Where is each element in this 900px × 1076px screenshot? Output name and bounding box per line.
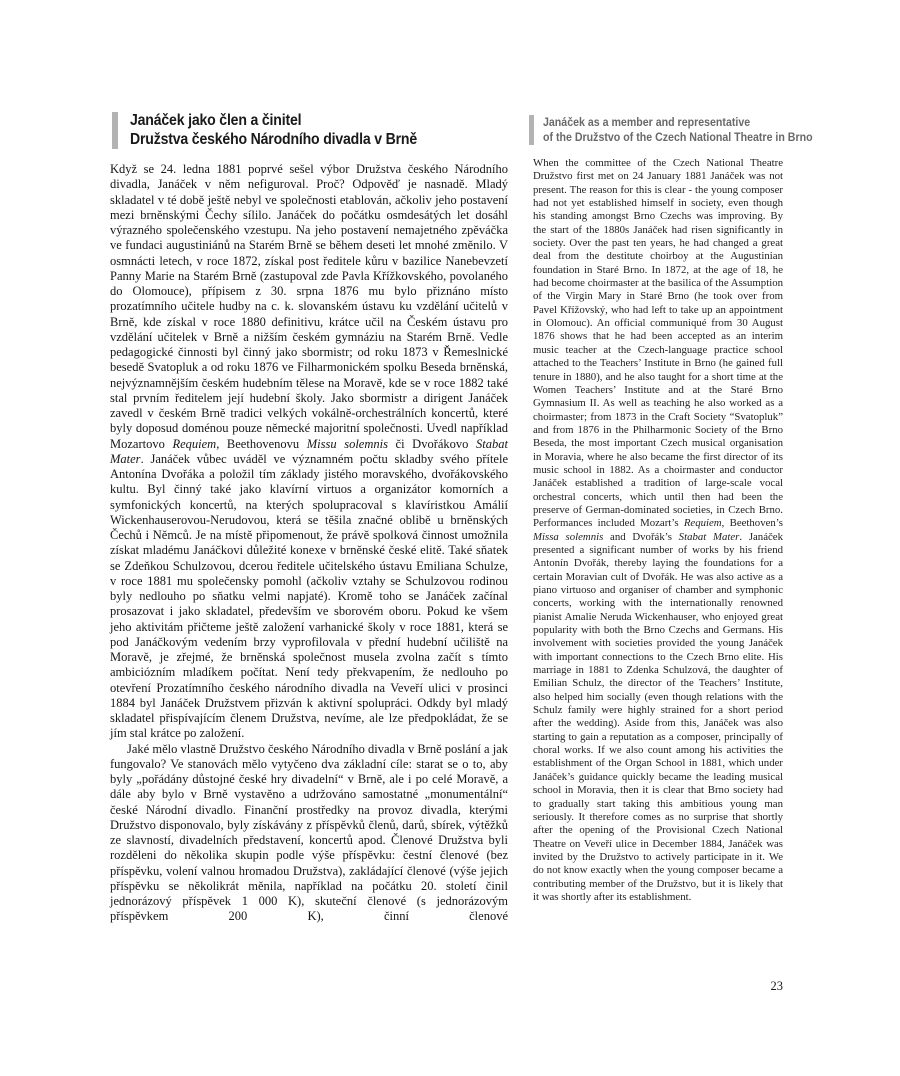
czech-heading-line1: Janáček jako člen a činitel bbox=[130, 112, 302, 129]
paragraph: Když se 24. ledna 1881 poprvé sešel výbor Družstva českého Národního divadla, Janáček v něm nefiguroval. Proč? Odpověď je nasnadě. Mladý skladatel v té době ještě nebyl ve společnosti etablován, ačkoliv jeho postavení mezi brněnskými Čechy sílilo. Janáček do počátku osmdesátých let dosáhl výrazného společenského vzestupu. Na jeho postavení nemajetného zpěváčka ve fundaci augustiniánů na Starém Brně se během deseti let mnohé změnilo. V osmnácti letech, v roce 1872, získal post ředitele kůru v bazilice Nanebevzetí Panny Marie na Starém Brně (zastupoval zde Pavla Křížkovského, povolaného do Olomouce), přípisem z 30. srpna 1876 mu bylo přiznáno místo prozatímního učitele hudby na c. k. slovanském ústavu ku vzdělání učitelů v Brně, kde získal v roce 1880 definitivu, krátce učil na Českém ústavu pro vzdělání učitelek v Brně a nižším českém gymnáziu na Starém Brně. Vedle pedagogické činnosti byl činný jako sbormistr; od roku 1873 v Řemeslnické besedě Svatopluk a od roku 1876 ve Filharmonickém spolku Beseda brněnská, nejvýznamnějším českém hudebním tělese na Moravě, kde se v roce 1882 také stal prvním ředitelem její hudební školy. Jako sbormistr a dirigent Janáček zavedl v českém Brně tradici velkých vokálně-orchestrálních koncertů, které byly doposud doménou pouze německé majoritní společnosti. Uvedl například Mozartovo Requiem, Beethovenovu Missu solemnis či Dvořákovo Stabat Mater. Janáček vůbec uváděl ve významném počtu skladby svého přítele Antonína Dvořáka a položil tím základy jistého moravského, dvořákovského kultu. Byl činný také jako klavírní virtuos a organizátor komorních a symfonických koncertů, na kterých spolupracoval s klavíristkou Amálií Wickenhauserovou-Nerudovou, která se těšila značné oblibě u brněnských Čechů i Němců. Je na místě připomenout, že právě spolková činnost umožnila získat mladému Janáčkovi důležité konexe v brněnské české elitě. Také sňatek se Zdeňkou Schulzovou, dcerou ředitele učitelského ústavu Emiliana Schulze, v roce 1881 mu společensky pomohl (ačkoliv vztahy se Schulzovou rodinou byly nedlouho po sňatku velmi napjaté). Kromě toho se Janáček začínal prosazovat i jako skladatel, především ve sborovém oboru. Pokud ke všem jeho aktivitám přičteme ještě založení varhanické školy v roce 1881, která se pod Janáčkovým vedením brzy vyprofilovala v přední hudební učiliště na Moravě, je zřejmé, že brněnská společnost musela zvolna začít s tímto ambiciózním mladíkem počítat. Není tedy překvapením, že nedlouho po otevření Prozatímního českého národního divadla na Veveří ulici v prosinci 1884 byl Janáček Družstvem přizván k aktivní spolupráci. Odkdy byl mladý skladatel přispívajícím členem Družstva, nevíme, ale lze předpokládat, že se jím stal krátce po založení. bbox=[110, 162, 508, 741]
english-heading-text bbox=[543, 115, 813, 144]
english-column bbox=[533, 157, 783, 904]
heading-accent-bar bbox=[112, 112, 118, 149]
english-section-heading bbox=[529, 115, 843, 145]
czech-section-heading bbox=[112, 112, 456, 149]
czech-heading-line2: Družstva českého Národního divadla v Brně bbox=[130, 130, 417, 148]
english-heading-line2: of the Družstvo of the Czech National Theatre in Brno bbox=[543, 129, 813, 144]
czech-column bbox=[110, 162, 508, 925]
heading-accent-bar bbox=[529, 115, 534, 145]
paragraph: When the committee of the Czech National Theatre Družstvo first met on 24 January 1881 Janáček was not present. The reason for this is clear - the young composer had not yet established himself in society, even though his standing amongst Brno Czechs was improving. By the start of the 1880s Janáček had risen significantly in society. Over the past ten years, he had changed a great deal from the destitute choirboy at the Augustinian foundation in Staré Brno. In 1872, at the age of 18, he had become choirmaster at the basilica of the Assumption of the Virgin Mary in Staré Brno (he took over from Pavel Křížovský, who had left to take up an appointment in Olomouc). An official communiqué from 30 August 1876 shows that he had been accepted as an interim music teacher at the Czech-language practice school attached to the Teachers’ Institute in Brno (he gained full tenure in 1880), and he also taught for a short time at the Women Teachers’ Institute and at the Staré Brno Gymnasium II. As well as teaching he also worked as a choirmaster; from 1873 in the Craft Society “Svatopluk” and from 1876 in the Philharmonic Society of the Brno Beseda, the most important Czech musical organisation in Moravia, where he also became the first director of its music school in 1882. As a choirmaster and conductor Janáček established a tradition of large-scale vocal orchestral concerts, which until then had been the preserve of German-dominated societies, in Czech Brno. Performances included Mozart’s Requiem, Beethoven’s Missa solemnis and Dvořák’s Stabat Mater. Janáček presented a significant number of works by his friend Antonín Dvořák, thereby laying the foundations for a certain Moravian cult of Dvořák. He was also active as a piano virtuoso and organiser of chamber and symphonic concerts, working with the internationally renowned pianist Amalie Neruda Wickenhauser, who enjoyed great popularity with both the Brno Czechs and Germans. His involvement with societies provided the young Janáček with important connections to the Czech Brno elite. His marriage in 1881 to Zdenka Schulzová, the daughter of Emilian Schulz, the director of the Teachers’ Institute, also helped him socially (even though relations with the Schulz family were highly strained for a short period after the wedding). Aside from this, Janáček was also starting to gain a reputation as a composer, principally of choral works. If we also count among his activities the establishment of the Organ School in 1881, which under Janáček’s guidance quickly became the leading musical school in Moravia, then it is clear that Brno society had to gradually start taking this ambitious young man seriously. It therefore comes as no surprise that shortly after the opening of the Provisional Czech National Theatre on Veveří ulice in December 1884, Janáček was invited by the Družstvo to actively participate in it. We do not know exactly when the young composer became a contributing member of the Družstvo, but it is likely that it was shortly after its establishment. bbox=[533, 157, 783, 903]
czech-heading-text bbox=[130, 112, 417, 149]
page-number: 23 bbox=[770, 979, 783, 993]
paragraph: Jaké mělo vlastně Družstvo českého Národního divadla v Brně poslání a jak fungovalo? Ve stanovách mělo vytyčeno dva základní cíle: starat se o to, aby byly „pořádány důstojné české hry divadelní“ v Brně, ale i po celé Moravě, a dále aby bylo v Brně vystavěno a udržováno samostatné „monumentální“ české Národní divadlo. Finanční prostředky na provoz divadla, kterými Družstvo disponovalo, byly získávány z příspěvků členů, darů, sbírek, výtěžků ze slavností, divadelních představení, koncertů apod. Členové Družstva byli rozděleni do několika skupin podle výše příspěvku: čestní členové (bez příspěvku, volení valnou hromadou Družstva), zakládající členové (výše jejich příspěvku se několikrát měnila, například na počátku 20. století činil jednorázový příspěvek 1 000 K), skuteční členové (s jednorázovým příspěvkem 200 K), činní členové bbox=[110, 741, 508, 924]
english-heading-line1: Janáček as a member and representative bbox=[543, 115, 751, 129]
